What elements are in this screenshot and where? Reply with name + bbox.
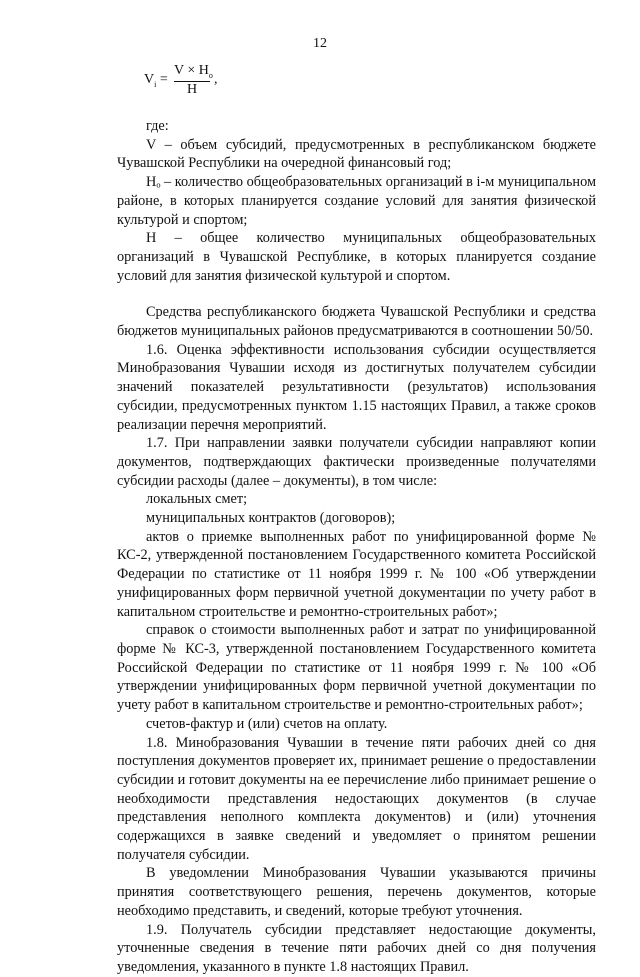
paragraph-1-6: 1.6. Оценка эффективности использования субсидии осуществляется Минобразования Чувашии исходя из достигнутых получателем субсидии значений показателей результативности (результатов) использования субсидии, предусмотренных пунктом 1.15 настоящих Правил, а также сроков реализации перечня мероприятий.: [117, 341, 596, 433]
formula-num-sub: o: [208, 70, 213, 80]
list-item-ks2-acts: актов о приемке выполненных работ по унифицированной форме № КС-2, утвержденной постановлением Государственного комитета Российской Федерации по статистике от 11 ноября 1999 г. № 100 «Об утверждении унифицированных форм первичной учетной документации по учету работ в капитальном строительстве и ремонтно-строительных работ»;: [117, 528, 596, 620]
paragraph-1-8: 1.8. Минобразования Чувашии в течение пяти рабочих дней со дня поступления документов проверяет их, принимает решение о предоставлении субсидии и готовит документы на ее перечисление либо принимает решение о необходимости представления недостающих документов (в случае представления неполного комплекта документов) и (или) уточнения содержащихся в заявке сведений и уведомляет о принятом решении получателя субсидии.: [117, 734, 596, 863]
body-text: [117, 117, 596, 977]
paragraph-funding-ratio: Средства республиканского бюджета Чувашской Республики и средства бюджетов муниципальных районов предусматриваются в соотношении 50/50.: [117, 304, 596, 340]
paragraph-h-definition: H – общее количество муниципальных общеобразовательных организаций в Чувашской Республике, в которых планируется создание условий для занятия физической культурой и спортом.: [117, 230, 596, 284]
list-item-ks3-certificates: справок о стоимости выполненных работ и затрат по унифицированной форме № КС-3, утвержденной постановлением Государственного комитета Российской Федерации по статистике от 11 ноября 1999 г. № 100 «Об утверждении унифицированных форм первичной учетной документации по учету работ в капитальном строительстве и ремонтно-строительных работ»;: [117, 622, 596, 714]
formula-lhs-var: V: [144, 72, 155, 87]
paragraph-where: где:: [146, 118, 169, 134]
list-item-invoices: счетов-фактур и (или) счетов на оплату.: [146, 715, 388, 732]
paragraph-v-definition: V – объем субсидий, предусмотренных в республиканском бюджете Чувашской Республики на очередной финансовый год;: [117, 136, 596, 172]
list-item-local-estimates: локальных смет;: [146, 491, 248, 508]
formula-numerator: [174, 63, 213, 80]
formula-lhs: $V_i$ =: [144, 72, 168, 89]
formula-num-left: V × H: [174, 63, 209, 78]
paragraph-notification: В уведомлении Минобразования Чувашии указываются причины принятия соответствующего решения, перечень документов, которые необходимо представить, и сведений, которые требуют уточнения.: [117, 865, 596, 919]
paragraph-1-7: 1.7. При направлении заявки получатели субсидии направляют копии документов, подтверждающих фактически произведенные получателями субсидии расходы (далее – документы), в том числе:: [117, 435, 596, 489]
paragraph-1-9: 1.9. Получатель субсидии представляет недостающие документы, уточненные сведения в течение пяти рабочих дней со дня получения уведомления, указанного в пункте 1.8 настоящих Правил.: [117, 921, 596, 975]
formula-lhs-sub: i: [154, 79, 157, 89]
formula-comma: ,: [214, 72, 218, 87]
page-number: 12: [313, 36, 327, 51]
list-item-municipal-contracts: муниципальных контрактов (договоров);: [146, 510, 396, 527]
paragraph-ho-definition: Hₒ – количество общеобразовательных организаций в i-м муниципальном районе, в которых планируется создание условий для занятия физической культурой и спортом;: [117, 174, 596, 228]
formula-denominator: H: [186, 82, 198, 97]
